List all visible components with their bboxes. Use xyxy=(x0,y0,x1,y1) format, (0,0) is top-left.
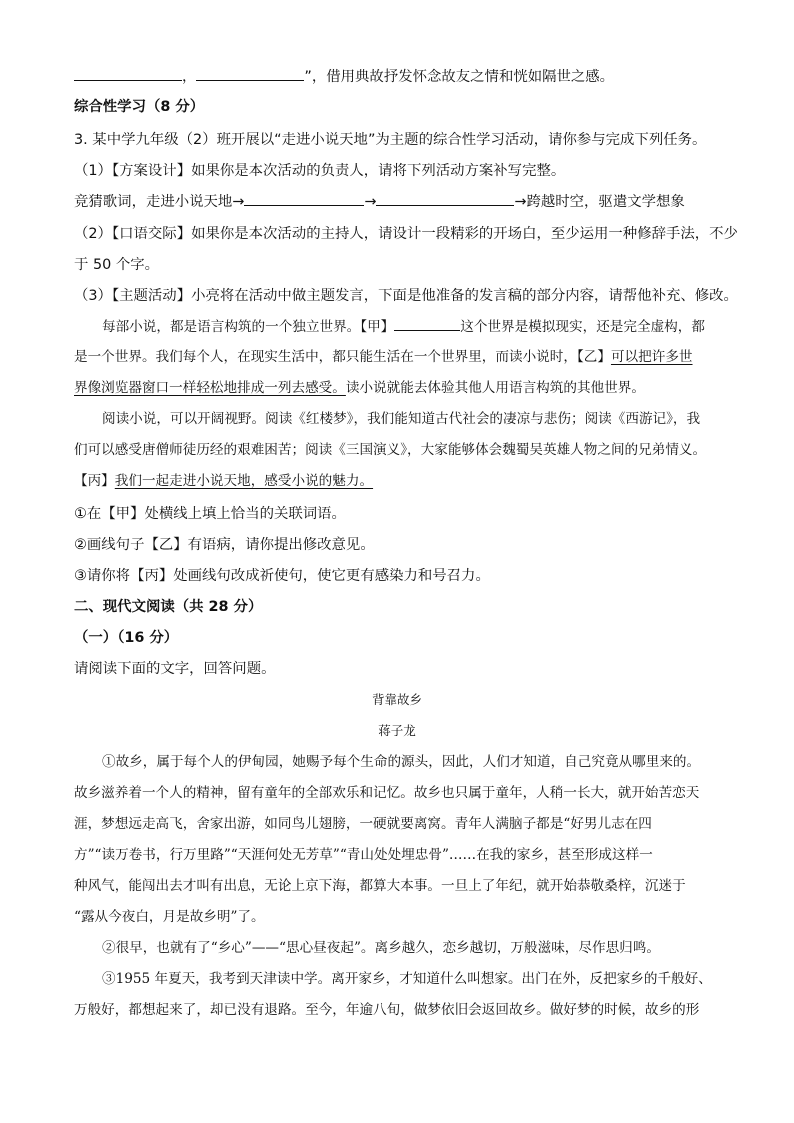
article-line: ②很早，也就有了“乡心”——“思心昼夜起”。离乡越久，恋乡越切，万般滋味，尽作思归鸣。 xyxy=(102,940,660,956)
speech-text: 这个世界是模拟现实，还是完全虚构，都 xyxy=(460,319,705,335)
speech-text: 是一个世界。我们每个人，在现实生活中，都只能生活在一个世界里，而读小说时，【乙】 xyxy=(74,349,611,365)
answer-blank xyxy=(244,191,364,206)
speech-line xyxy=(74,378,645,398)
plan-end: →跨越时空，驱遣文学想象 xyxy=(514,194,685,210)
plan-line xyxy=(74,191,685,212)
top-line xyxy=(74,66,614,87)
subquestion-2: ②画线句子【乙】有语病，请你提出修改意见。 xyxy=(74,537,375,553)
article-title: 背靠故乡 xyxy=(371,692,422,707)
plan-start: 竞猜歌词，走进小说天地→ xyxy=(74,194,245,210)
subquestion-3: ③请你将【丙】处画线句改成祈使句，使它更有感染力和号召力。 xyxy=(74,568,490,584)
article-line: “露从今夜白，月是故乡明”了。 xyxy=(74,909,265,925)
article-line: 故乡滋养着一个人的精神，留有童年的全部欢乐和记忆。故乡也只属于童年，人稍一长大，就开始苦恋天 xyxy=(74,785,700,801)
underlined-sentence-yi: 可以把许多世 xyxy=(610,349,693,365)
speech-line xyxy=(74,347,693,367)
answer-blank xyxy=(74,66,182,81)
plan-arrow: → xyxy=(364,194,377,210)
top-line-text: ”，借用典故抒发怀念故友之情和恍如隔世之感。 xyxy=(304,69,615,85)
task-3: （3）【主题活动】小亮将在活动中做主题发言，下面是他准备的发言稿的部分内容，请帮他补充、修改。 xyxy=(74,288,738,304)
section-title-modern: 二、现代文阅读（共 28 分） xyxy=(74,599,263,615)
speech-line: 阅读小说，可以开阔视野。阅读《红楼梦》，我们能知道古代社会的凄凉与悲伤；阅读《西游记》，我 xyxy=(102,411,701,427)
article-line: ①故乡，属于每个人的伊甸园，她赐予每个生命的源头，因此，人们才知道，自己究竟从哪里来的。 xyxy=(102,754,701,770)
article-line: ③1955 年夏天，我考到天津读中学。离开家乡，才知道什么叫想家。出门在外，反把家乡的千般好、 xyxy=(102,971,712,987)
article-line: 涯，梦想远走高飞，舍家出游，如同鸟儿翅膀，一硬就要离窝。青年人满脑子都是“好男儿志在四 xyxy=(74,816,652,832)
answer-blank xyxy=(196,66,304,81)
speech-text: 每部小说，都是语言构筑的一个独立世界。【甲】 xyxy=(102,319,395,335)
article-line: 种风气，能闯出去才叫有出息，无论上京下海，都算大本事。一旦上了年纪，就开始恭敬桑梓，沉迷于 xyxy=(74,878,686,894)
task-2-line2: 于 50 个字。 xyxy=(74,257,160,273)
comma: ， xyxy=(182,69,197,85)
task-1: （1）【方案设计】如果你是本次活动的负责人，请将下列活动方案补写完整。 xyxy=(74,163,566,179)
article-line: 万般好，都想起来了，却已没有退路。至今，年逾八旬，做梦依旧会返回故乡。做好梦的时候，故乡的形 xyxy=(74,1002,700,1018)
underlined-sentence-bing: 我们一起走进小说天地，感受小说的魅力。 xyxy=(114,473,374,489)
question-3-stem: 3. 某中学九年级（2）班开展以“走进小说天地”为主题的综合性学习活动，请你参与完成下列任务。 xyxy=(74,132,707,148)
speech-line xyxy=(74,471,373,491)
article-author: 蒋子龙 xyxy=(378,723,416,738)
answer-blank-jia xyxy=(394,316,460,331)
subquestion-1: ①在【甲】处横线上填上恰当的关联词语。 xyxy=(74,506,346,522)
answer-blank xyxy=(376,191,514,206)
speech-text: 读小说就能去体验其他人用语言构筑的其他世界。 xyxy=(345,380,645,396)
speech-line: 们可以感受唐僧师徒历经的艰难困苦；阅读《三国演义》，大家能够体会魏蜀吴英雄人物之间的兄弟情义。 xyxy=(74,442,707,458)
reading-instruction: 请阅读下面的文字，回答问题。 xyxy=(74,661,276,677)
article-line: 方”“读万卷书，行万里路”“天涯何处无芳草”“青山处处埋忠骨”……在我的家乡，甚至形成这样一 xyxy=(74,847,653,863)
underlined-sentence-yi: 界像浏览器窗口一样轻松地排成一列去感受。 xyxy=(74,380,346,396)
subsection-title: （一）（16 分） xyxy=(74,630,179,646)
bing-tag: 【丙】 xyxy=(74,473,115,489)
section-title-zonghe: 综合性学习（8 分） xyxy=(74,99,205,115)
speech-line xyxy=(102,316,705,337)
task-2-line1: （2）【口语交际】如果你是本次活动的主持人，请设计一段精彩的开场白，至少运用一种修辞手法，不少 xyxy=(74,226,738,242)
